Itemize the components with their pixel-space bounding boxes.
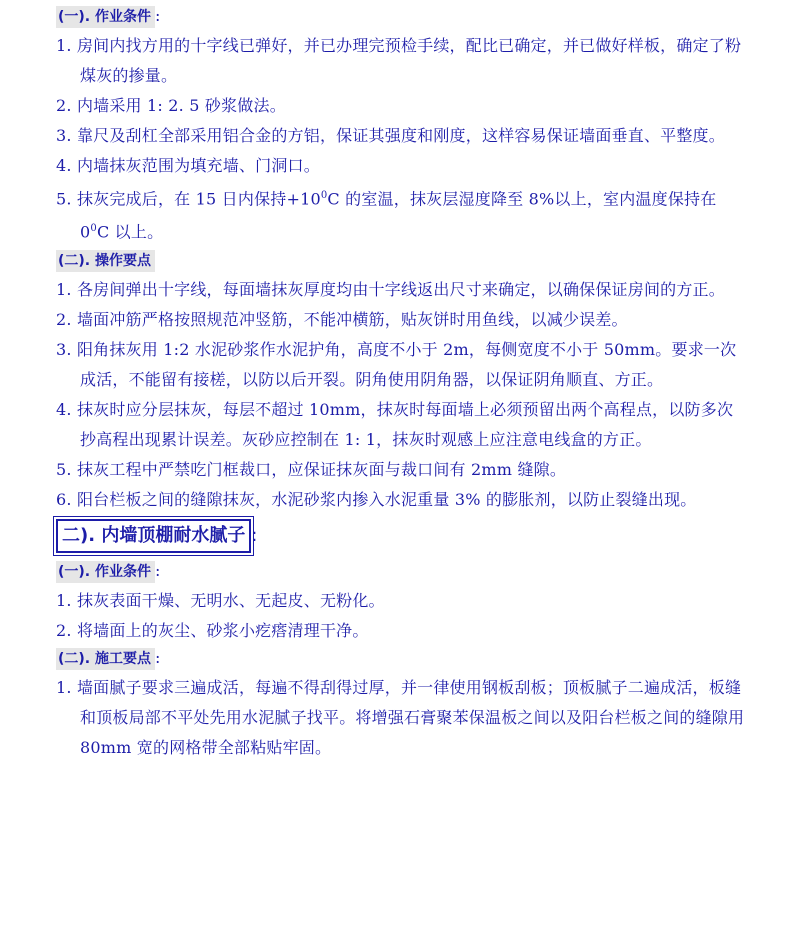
- section2-title-row: [56, 519, 748, 553]
- list-item: 2. 内墙采用 1: 2. 5 砂浆做法。: [56, 96, 286, 115]
- section1-conditions-heading: (一). 作业条件: [56, 6, 155, 28]
- list-item: 4. 内墙抹灰范围为填充墙、门洞口。: [56, 156, 320, 175]
- list-item: 5. 抹灰工程中严禁吃门框裁口，应保证抹灰面与裁口间有 2mm 缝隙。: [56, 459, 567, 479]
- list-item: 4. 抹灰时应分层抹灰，每层不超过 10mm，抹灰时每面墙上必须预留出两个高程点，以防多次抄高程出现累计误差。灰砂应控制在 1: 1，抹灰时观感上应注意电线盒的方正。: [56, 399, 734, 449]
- heading-colon: :: [155, 6, 161, 25]
- list-item: 1. 各房间弹出十字线，每面墙抹灰厚度均由十字线返出尺寸来确定，以确保保证房间的方正。: [56, 279, 725, 299]
- section1-points-heading-row: [56, 248, 748, 275]
- list-item: 3. 靠尺及刮杠全部采用铝合金的方铝，保证其强度和刚度，这样容易保证墙面垂直、平整度。: [56, 126, 725, 145]
- section2-conditions-heading-row: [56, 559, 748, 586]
- section2-points-heading-row: [56, 646, 748, 673]
- section1-conditions-heading-row: [56, 4, 748, 31]
- list-item: 3. 阳角抹灰用 1:2 水泥砂浆作水泥护角，高度不小于 2m，每侧宽度不小于 50mm。要求一次成活，不能留有接槎，以防以后开裂。阴角使用阴角器，以保证阴角顺直、方正。: [56, 339, 737, 389]
- section1-points-heading: (二). 操作要点: [56, 250, 155, 272]
- section2-title: 二). 内墙顶棚耐水腻子: [56, 519, 251, 553]
- section2-title-colon: :: [251, 524, 258, 546]
- list-item: 1. 抹灰表面干燥、无明水、无起皮、无粉化。: [56, 590, 385, 610]
- section2-points-heading: (二). 施工要点: [56, 648, 155, 670]
- list-item: 6. 阳台栏板之间的缝隙抹灰，水泥砂浆内掺入水泥重量 3% 的膨胀剂，以防止裂缝出现。: [56, 489, 697, 509]
- list-item: 1. 房间内找方用的十字线已弹好，并已办理完预检手续，配比已确定，并已做好样板，确定了粉煤灰的掺量。: [56, 36, 742, 85]
- list-item: 1. 墙面腻子要求三遍成活，每遍不得刮得过厚，并一律使用钢板刮板；顶板腻子二遍成活，板缝和顶板局部不平处先用水泥腻子找平。将增强石膏聚苯保温板之间以及阳台栏板之间的缝隙用 80mm 宽的网格带全部粘贴牢固。: [56, 677, 745, 757]
- list-item-temperature: 5. 抹灰完成后，在 15 日内保持$+10^0C$ 的室温，抹灰层湿度降至 8%以上，室内温度保持在 $0^0C$ 以上。: [56, 189, 717, 242]
- heading-colon: :: [155, 560, 161, 580]
- list-item: 2. 墙面冲筋严格按照规范冲竖筋，不能冲横筋，贴灰饼时用鱼线，以减少误差。: [56, 309, 628, 329]
- heading-colon: :: [155, 647, 161, 667]
- section2-conditions-heading: (一). 作业条件: [56, 561, 155, 583]
- list-item: 2. 将墙面上的灰尘、砂浆小疙瘩清理干净。: [56, 620, 369, 640]
